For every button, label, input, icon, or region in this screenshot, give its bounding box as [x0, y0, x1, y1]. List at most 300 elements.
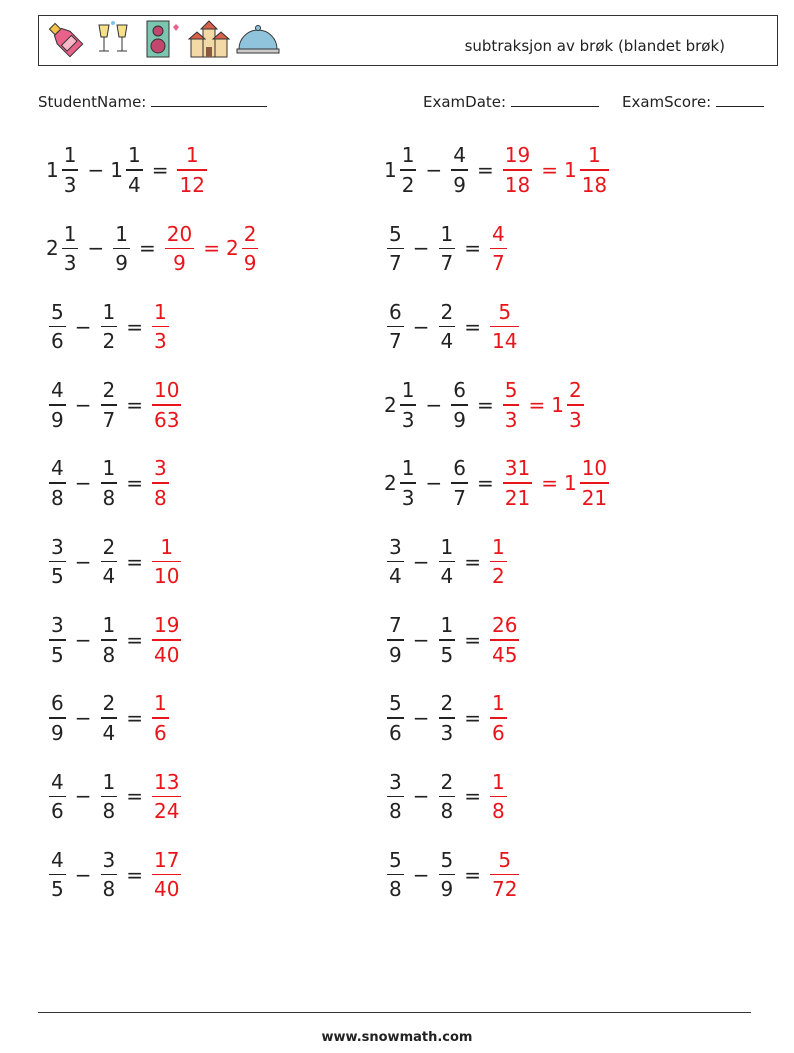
numerator: 10 — [154, 378, 180, 403]
equals-sign: = — [464, 862, 481, 887]
answer — [149, 769, 184, 824]
minus-sign: − — [412, 862, 430, 887]
numerator: 1 — [440, 613, 454, 638]
equals-sign: = — [541, 158, 558, 182]
problem-item — [46, 452, 172, 514]
fraction — [387, 693, 404, 743]
fraction — [152, 380, 181, 430]
denominator: 2 — [102, 329, 116, 354]
denominator: 21 — [504, 485, 531, 510]
denominator: 14 — [492, 329, 518, 354]
exam-score-blank[interactable] — [716, 92, 764, 107]
answer — [174, 145, 209, 195]
denominator: 40 — [154, 877, 180, 902]
equals-sign: = — [203, 236, 220, 261]
fraction — [49, 534, 66, 589]
denominator: 3 — [154, 329, 167, 354]
fraction — [49, 693, 66, 743]
whole-number: 1 — [563, 471, 577, 496]
numerator: 3 — [51, 534, 64, 559]
fraction — [101, 299, 118, 354]
subtrahend — [436, 299, 459, 354]
problem-item — [384, 531, 510, 593]
minus-sign: − — [74, 314, 92, 339]
numerator: 6 — [389, 299, 402, 324]
fraction — [439, 847, 456, 902]
answer — [487, 769, 510, 824]
denominator: 3 — [440, 720, 454, 745]
numerator: 20 — [166, 221, 193, 246]
minuend — [384, 145, 419, 195]
problem-item — [384, 765, 510, 827]
minuend — [384, 299, 407, 354]
answer — [487, 615, 522, 665]
denominator: 9 — [389, 642, 402, 667]
exam-date-label: ExamDate: — [423, 93, 507, 111]
worksheet-header — [38, 15, 778, 66]
fraction — [503, 458, 532, 508]
numerator: 2 — [102, 378, 116, 403]
church-icon — [187, 19, 231, 59]
fraction — [503, 380, 520, 430]
denominator: 6 — [51, 799, 64, 824]
fraction — [387, 769, 404, 824]
minuend — [46, 145, 81, 195]
subtrahend — [448, 380, 471, 430]
answer — [487, 534, 510, 589]
fraction — [242, 221, 259, 276]
fraction — [101, 693, 118, 743]
answer — [500, 380, 523, 430]
fraction — [177, 145, 206, 195]
minus-sign: − — [412, 314, 430, 339]
denominator: 9 — [51, 720, 64, 745]
minus-sign: − — [412, 236, 430, 261]
equals-sign: = — [476, 471, 494, 496]
header-icons — [43, 19, 281, 59]
problem-item — [46, 139, 210, 201]
numerator: 1 — [492, 769, 505, 794]
denominator: 18 — [504, 172, 531, 197]
fraction — [113, 221, 130, 276]
denominator: 9 — [173, 251, 186, 276]
denominator: 4 — [102, 720, 116, 745]
numerator: 2 — [243, 221, 257, 246]
exam-score-field — [622, 92, 764, 111]
numerator: 1 — [160, 534, 174, 559]
fraction — [451, 380, 468, 430]
minus-sign: − — [74, 549, 92, 574]
numerator: 1 — [127, 143, 141, 168]
minus-sign: − — [425, 158, 443, 182]
numerator: 5 — [389, 691, 402, 716]
denominator: 8 — [154, 485, 167, 510]
subtrahend — [110, 145, 145, 195]
denominator: 10 — [154, 564, 180, 589]
fraction — [101, 458, 118, 508]
denominator: 12 — [179, 172, 205, 197]
fraction — [49, 847, 66, 902]
numerator: 19 — [154, 613, 180, 638]
fraction — [580, 145, 609, 195]
fraction — [490, 615, 519, 665]
whole-number: 2 — [225, 236, 239, 261]
problem-item — [384, 844, 522, 906]
minuend — [46, 847, 69, 902]
fraction — [152, 458, 169, 508]
denominator: 8 — [102, 642, 116, 667]
subtrahend — [98, 615, 121, 665]
equals-sign: = — [464, 706, 481, 731]
numerator: 1 — [440, 534, 454, 559]
denominator: 2 — [401, 172, 415, 197]
numerator: 1 — [102, 613, 116, 638]
minus-sign: − — [412, 706, 430, 731]
fraction — [490, 769, 507, 824]
problem-item — [46, 609, 184, 671]
denominator: 7 — [102, 407, 116, 432]
answer — [500, 145, 535, 195]
minuend — [46, 693, 69, 743]
fraction — [567, 380, 584, 430]
equals-sign: = — [464, 314, 481, 339]
student-name-label: StudentName: — [38, 93, 147, 111]
whole-number: 1 — [551, 392, 564, 417]
minuend — [384, 693, 407, 743]
minuend — [46, 299, 69, 354]
footer-url: www.snowmath.com — [321, 1030, 473, 1045]
subtrahend — [436, 221, 459, 276]
answer — [487, 221, 510, 276]
fraction — [387, 299, 404, 354]
equals-sign: = — [476, 158, 494, 182]
numerator: 1 — [154, 691, 167, 716]
denominator: 6 — [154, 720, 167, 745]
numerator: 5 — [498, 847, 512, 872]
fraction — [490, 221, 507, 276]
mixed-answer — [564, 458, 612, 508]
fraction — [387, 221, 404, 276]
fraction — [101, 769, 118, 824]
numerator: 2 — [102, 691, 116, 716]
numerator: 6 — [453, 456, 466, 481]
whole-number: 2 — [46, 236, 59, 261]
denominator: 3 — [63, 172, 77, 197]
champagne-glasses-icon — [91, 19, 135, 59]
numerator: 3 — [154, 456, 167, 481]
answer — [487, 847, 522, 902]
minuend — [384, 458, 419, 508]
problem-item — [384, 217, 510, 279]
problem-item — [384, 687, 510, 749]
fraction — [439, 299, 456, 354]
denominator: 8 — [51, 485, 64, 510]
denominator: 8 — [492, 799, 505, 824]
student-name-field — [38, 92, 267, 111]
denominator: 3 — [401, 407, 415, 432]
equals-sign: = — [464, 627, 481, 652]
subtrahend — [110, 221, 133, 276]
fraction — [101, 534, 118, 589]
numerator: 5 — [389, 221, 402, 246]
problem-item — [46, 374, 184, 436]
numerator: 4 — [51, 847, 64, 872]
equals-sign: = — [126, 471, 143, 496]
worksheet-title: subtraksjon av brøk (blandet brøk) — [464, 37, 725, 55]
answer — [149, 693, 172, 743]
answer — [149, 615, 184, 665]
equals-sign: = — [126, 706, 143, 731]
numerator: 2 — [440, 691, 454, 716]
fraction — [387, 847, 404, 902]
equals-sign: = — [126, 392, 143, 417]
denominator: 8 — [102, 877, 116, 902]
answer — [149, 847, 184, 902]
subtrahend — [98, 534, 121, 589]
denominator: 6 — [51, 329, 64, 354]
equals-sign: = — [464, 784, 481, 809]
subtrahend — [436, 534, 459, 589]
fraction — [49, 769, 66, 824]
champagne-bottle-icon — [43, 19, 87, 59]
answer — [149, 380, 184, 430]
subtrahend — [436, 769, 459, 824]
numerator: 2 — [568, 378, 582, 403]
equals-sign: = — [464, 236, 481, 261]
fraction — [439, 534, 456, 589]
numerator: 1 — [102, 456, 116, 481]
numerator: 3 — [51, 613, 64, 638]
whole-number: 2 — [384, 471, 397, 496]
denominator: 7 — [389, 329, 402, 354]
minuend — [46, 534, 69, 589]
denominator: 72 — [492, 877, 518, 902]
subtrahend — [98, 769, 121, 824]
equals-sign: = — [138, 236, 156, 261]
minus-sign: − — [74, 471, 92, 496]
fraction — [400, 380, 417, 430]
numerator: 2 — [102, 534, 116, 559]
minus-sign: − — [74, 392, 92, 417]
denominator: 4 — [102, 564, 116, 589]
exam-date-blank[interactable] — [511, 92, 599, 107]
denominator: 7 — [453, 485, 466, 510]
numerator: 26 — [492, 613, 518, 638]
fraction — [152, 847, 181, 902]
speaker-icon — [139, 19, 183, 59]
answer — [149, 534, 184, 589]
whole-number: 2 — [384, 392, 397, 417]
denominator: 3 — [568, 407, 582, 432]
denominator: 5 — [440, 642, 454, 667]
fraction — [439, 221, 456, 276]
subtrahend — [98, 458, 121, 508]
denominator: 9 — [115, 251, 128, 276]
minuend — [384, 847, 407, 902]
denominator: 40 — [154, 642, 180, 667]
numerator: 5 — [498, 299, 512, 324]
denominator: 2 — [492, 564, 505, 589]
subtrahend — [436, 615, 459, 665]
fraction — [400, 458, 417, 508]
fraction — [387, 615, 404, 665]
denominator: 9 — [453, 172, 466, 197]
denominator: 18 — [581, 172, 608, 197]
subtrahend — [448, 458, 471, 508]
minus-sign: − — [425, 471, 443, 496]
fraction — [451, 458, 468, 508]
numerator: 1 — [63, 143, 77, 168]
fraction — [152, 769, 181, 824]
answer — [487, 693, 510, 743]
denominator: 8 — [102, 799, 116, 824]
fraction — [101, 847, 118, 902]
numerator: 10 — [581, 456, 608, 481]
problem-item — [384, 374, 587, 436]
equals-sign: = — [151, 158, 169, 182]
denominator: 6 — [492, 720, 505, 745]
equals-sign: = — [464, 549, 481, 574]
student-name-blank[interactable] — [151, 92, 267, 107]
problem-item — [46, 217, 261, 279]
denominator: 7 — [389, 251, 402, 276]
fraction — [101, 380, 118, 430]
denominator: 4 — [440, 564, 454, 589]
minus-sign: − — [412, 627, 430, 652]
fraction — [503, 145, 532, 195]
fraction — [165, 221, 194, 276]
fraction — [439, 693, 456, 743]
problem-item — [384, 609, 522, 671]
fraction — [49, 615, 66, 665]
numerator: 6 — [51, 691, 64, 716]
fraction — [490, 847, 519, 902]
denominator: 3 — [401, 485, 415, 510]
equals-sign: = — [528, 392, 546, 417]
answer — [149, 299, 172, 354]
subtrahend — [448, 145, 471, 195]
numerator: 5 — [440, 847, 454, 872]
denominator: 6 — [389, 720, 402, 745]
numerator: 1 — [401, 456, 415, 481]
whole-number: 1 — [110, 158, 123, 182]
fraction — [101, 615, 118, 665]
numerator: 2 — [440, 769, 454, 794]
mixed-answer — [564, 145, 612, 195]
denominator: 4 — [440, 329, 454, 354]
answer — [487, 299, 522, 354]
fraction — [126, 145, 143, 195]
minus-sign: − — [87, 236, 105, 261]
numerator: 4 — [51, 769, 64, 794]
minuend — [46, 458, 69, 508]
denominator: 5 — [51, 642, 64, 667]
numerator: 3 — [389, 769, 402, 794]
fraction — [400, 145, 417, 195]
minus-sign: − — [412, 784, 430, 809]
minus-sign: − — [74, 627, 92, 652]
numerator: 1 — [401, 143, 415, 168]
numerator: 17 — [154, 847, 180, 872]
denominator: 3 — [63, 251, 77, 276]
denominator: 5 — [51, 564, 64, 589]
denominator: 21 — [581, 485, 608, 510]
subtrahend — [436, 693, 459, 743]
numerator: 1 — [492, 534, 505, 559]
denominator: 9 — [453, 407, 466, 432]
whole-number: 1 — [46, 158, 59, 182]
numerator: 19 — [504, 143, 531, 168]
answer — [162, 221, 197, 276]
numerator: 1 — [115, 221, 128, 246]
numerator: 31 — [504, 456, 531, 481]
denominator: 24 — [154, 799, 180, 824]
minus-sign: − — [74, 784, 92, 809]
minus-sign: − — [87, 158, 105, 182]
denominator: 9 — [243, 251, 257, 276]
minus-sign: − — [425, 392, 443, 417]
mixed-answer — [551, 380, 586, 430]
problem-item — [384, 452, 612, 514]
denominator: 8 — [440, 799, 454, 824]
subtrahend — [98, 380, 121, 430]
numerator: 3 — [389, 534, 402, 559]
fraction — [152, 299, 169, 354]
minus-sign: − — [74, 862, 92, 887]
fraction — [439, 769, 456, 824]
numerator: 1 — [492, 691, 505, 716]
problem-item — [46, 844, 184, 906]
minuend — [46, 221, 81, 276]
numerator: 1 — [154, 299, 167, 324]
denominator: 63 — [154, 407, 180, 432]
denominator: 7 — [492, 251, 505, 276]
fraction — [152, 534, 181, 589]
minuend — [46, 615, 69, 665]
minuend — [384, 380, 419, 430]
exam-date-field — [423, 92, 599, 111]
fraction — [439, 615, 456, 665]
problem-item — [46, 687, 172, 749]
minus-sign: − — [74, 706, 92, 731]
denominator: 9 — [440, 877, 454, 902]
exam-score-label: ExamScore: — [622, 93, 712, 111]
footer-divider — [38, 1012, 751, 1013]
numerator: 1 — [185, 143, 199, 168]
minus-sign: − — [412, 549, 430, 574]
fraction — [580, 458, 609, 508]
numerator: 5 — [504, 378, 518, 403]
equals-sign: = — [476, 392, 494, 417]
denominator: 4 — [127, 172, 141, 197]
minuend — [46, 380, 69, 430]
denominator: 45 — [492, 642, 518, 667]
fraction — [387, 534, 404, 589]
answer — [149, 458, 172, 508]
numerator: 1 — [102, 299, 116, 324]
numerator: 13 — [154, 769, 180, 794]
numerator: 4 — [453, 143, 466, 168]
minuend — [384, 534, 407, 589]
denominator: 8 — [389, 877, 402, 902]
fraction — [49, 299, 66, 354]
problem-item — [46, 531, 184, 593]
equals-sign: = — [541, 471, 558, 496]
equals-sign: = — [126, 862, 143, 887]
numerator: 4 — [492, 221, 505, 246]
denominator: 9 — [51, 407, 64, 432]
subtrahend — [98, 693, 121, 743]
